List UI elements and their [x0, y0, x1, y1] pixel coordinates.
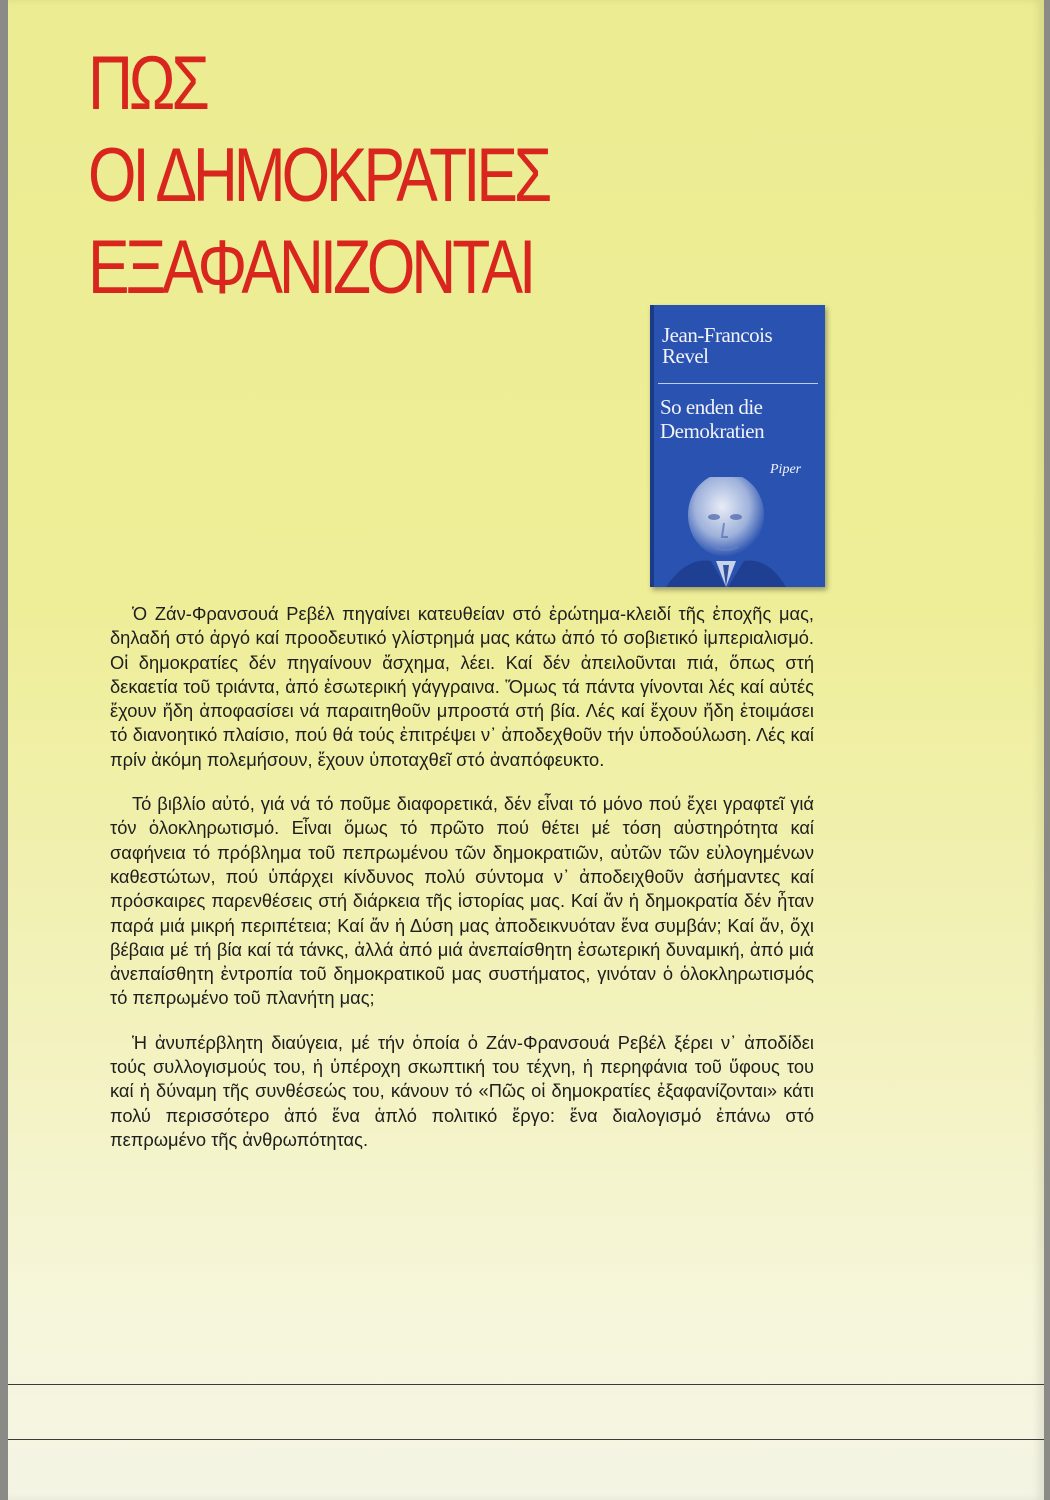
- blurb-text: [110, 602, 814, 1172]
- title-line-2: ΟΙ ΔΗΜΟΚΡΑΤΙΕΣ: [88, 133, 549, 218]
- title-line-1: ΠΩΣ: [88, 41, 206, 126]
- blurb-paragraph-2: Τό βιβλίο αὐτό, γιά νά τό ποῦμε διαφορετικά, δέν εἶναι τό μόνο πού ἔχει γραφτεῖ γιά τόν ὁλοκληρωτισμό. Εἶναι ὅμως τό πρῶτο πού θέτει μέ τόση αὐστηρότητα καί σαφήνεια τό πρόβλημα τοῦ πεπρωμένου τῶν δημοκρατιῶν, αὐτῶν τῶν εὐλογημένων καθεστώτων, πού ὑπάρχει κίνδυνος πολύ σύντομα ν᾽ ἀποδειχθοῦν ἀσήμαντες καί πρόσκαιρες παρενθέσεις στή διάρκεια τῆς ἱστορίας μας. Καί ἄν ἡ δημοκρατία δέν ἦταν παρά μιά μικρή περιπέτεια; Καί ἄν ἡ Δύση μας ἀποδεικνυόταν ἕνα συμβάν; Καί ἄν, ὄχι βέβαια μέ τή βία καί τά τάνκς, ἀλλά ἀπό μιά ἀνεπαίσθητη ἐσωτερική δυναμική, ἀπό μιά ἀνεπαίσθητη ἐντροπία τοῦ δημοκρατικοῦ μας συστήματος, γινόταν ὁ ὁλοκληρωτισμός τό πεπρωμένο τοῦ πλανήτη μας;: [110, 793, 814, 1009]
- title-line-3: ΕΞΑΦΑΝΙΖΟΝΤΑΙ: [88, 225, 533, 310]
- horizontal-rule-bottom: [8, 1439, 1044, 1440]
- back-cover: [8, 0, 1044, 1500]
- blurb-paragraph-1: Ὁ Ζάν-Φρανσουά Ρεβέλ πηγαίνει κατευθείαν στό ἐρώτημα-κλειδί τῆς ἐποχῆς μας, δηλαδή στό ἀργό καί προοδευτικό γλίστρημά μας κάτω ἀπό τό σοβιετικό ἰμπεριαλισμό. Οἱ δημοκρατίες δέν πηγαίνουν ἄσχημα, λέει. Καί δέν ἀπειλοῦνται πιά, ὅπως στή δεκαετία τοῦ τριάντα, ἀπό ἐσωτερική γάγγραινα. Ὅμως τά πάντα γίνονται λές καί αὐτές ἔχουν ἤδη ἀποφασίσει νά παραιτηθοῦν μπροστά στή βία. Λές καί ἔχουν ἤδη ἑτοιμάσει τό διανοητικό πλαίσιο, πού θά τούς ἐπιτρέψει ν᾽ ἀποδεχθοῦν τήν ὑποδούλωση. Λές καί πρίν ἀκόμη πολεμήσουν, ἔχουν ὑποταχθεῖ στό ἀναπόφευκτο.: [110, 603, 814, 770]
- blurb-paragraph-3: Ἡ ἀνυπέρβλητη διαύγεια, μέ τήν ὁποία ὁ Ζάν-Φρανσουά Ρεβέλ ξέρει ν᾽ ἀποδίδει τούς συλλογισμούς του, ἡ ὑπέροχη σκωπτική του τέχνη, ἡ περηφάνια τοῦ ὕφους του καί ἡ δύναμη τῆς συνθέσεώς του, κάνουν τό «Πῶς οἱ δημοκρατίες ἐξαφανίζονται» κάτι πολύ περισσότερο ἀπό ἕνα ἁπλό πολιτικό ἔργο: ἕνα διαλογισμό ἐπάνω στό πεπρωμένο τῆς ἀνθρωπότητας.: [110, 1031, 814, 1150]
- book-author: Jean-Francois Revel: [662, 323, 773, 368]
- horizontal-rule-top: [8, 1384, 1044, 1385]
- cover-title: [88, 38, 613, 314]
- author-portrait-photo: [656, 477, 820, 587]
- book-title: So enden die Demokratien: [660, 395, 765, 443]
- original-book-cover-image: [650, 305, 825, 587]
- book-divider: [658, 383, 818, 384]
- book-publisher: Piper: [770, 462, 802, 477]
- book-spine: [650, 305, 654, 587]
